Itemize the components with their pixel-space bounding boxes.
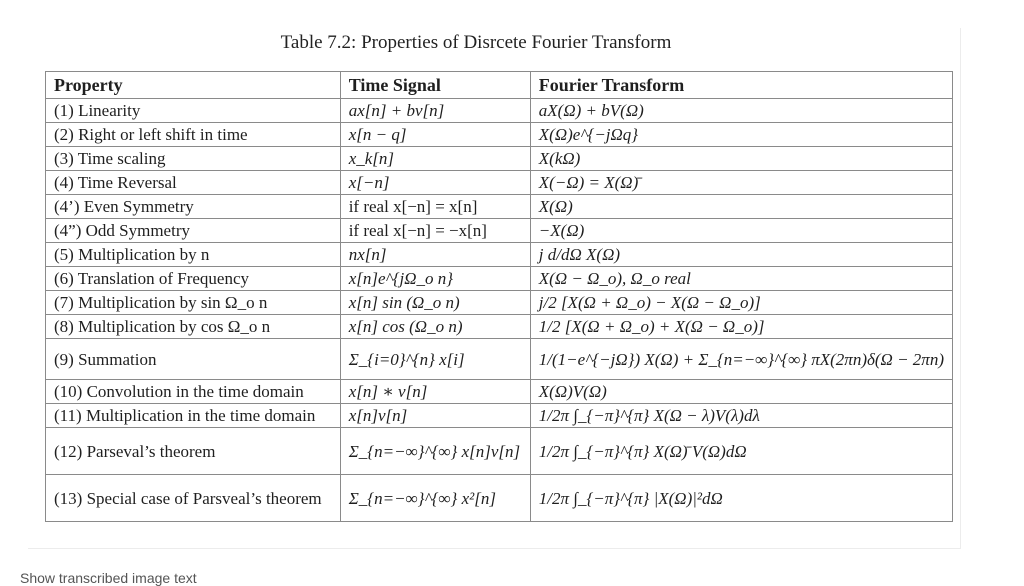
cell-property: (12) Parseval’s theorem (46, 428, 341, 475)
cell-property: (7) Multiplication by sin Ω_o n (46, 291, 341, 315)
cell-property: (11) Multiplication in the time domain (46, 404, 341, 428)
cell-property: (5) Multiplication by n (46, 243, 341, 267)
cell-property: (2) Right or left shift in time (46, 123, 341, 147)
cell-fourier-transform: X(−Ω) = X(Ω)̄ (530, 171, 952, 195)
cell-property: (6) Translation of Frequency (46, 267, 341, 291)
cell-time-signal: if real x[−n] = x[n] (340, 195, 530, 219)
table-row (46, 147, 953, 171)
show-transcribed-text-link[interactable]: Show transcribed image text (20, 570, 197, 586)
cell-fourier-transform: X(Ω) (530, 195, 952, 219)
cell-time-signal: x[n] ∗ v[n] (340, 380, 530, 404)
cell-time-signal: x[n − q] (340, 123, 530, 147)
cell-time-signal: x[n] sin (Ω_o n) (340, 291, 530, 315)
cell-fourier-transform: X(Ω)e^{−jΩq} (530, 123, 952, 147)
table-row (46, 404, 953, 428)
cell-fourier-transform: −X(Ω) (530, 219, 952, 243)
table-row (46, 315, 953, 339)
table-row (46, 380, 953, 404)
table-row (46, 428, 953, 475)
cell-fourier-transform: 1/2π ∫_{−π}^{π} X(Ω)̄ V(Ω)dΩ (530, 428, 952, 475)
table-row (46, 219, 953, 243)
cell-fourier-transform: j d/dΩ X(Ω) (530, 243, 952, 267)
cell-property: (3) Time scaling (46, 147, 341, 171)
table-row (46, 475, 953, 522)
table-row (46, 291, 953, 315)
cell-time-signal: nx[n] (340, 243, 530, 267)
table-row (46, 195, 953, 219)
cell-time-signal: ax[n] + bv[n] (340, 99, 530, 123)
header-property: Property (46, 72, 341, 99)
cell-fourier-transform: 1/(1−e^{−jΩ}) X(Ω) + Σ_{n=−∞}^{∞} πX(2πn)δ(Ω − 2πn) (530, 339, 952, 380)
cell-time-signal: x_k[n] (340, 147, 530, 171)
table-row (46, 339, 953, 380)
cell-property: (13) Special case of Parsveal’s theorem (46, 475, 341, 522)
table-header-row (46, 72, 953, 99)
cell-time-signal: Σ_{n=−∞}^{∞} x[n]v[n] (340, 428, 530, 475)
cell-fourier-transform: aX(Ω) + bV(Ω) (530, 99, 952, 123)
dft-properties-table (45, 71, 953, 522)
cell-time-signal: Σ_{i=0}^{n} x[i] (340, 339, 530, 380)
cell-time-signal: if real x[−n] = −x[n] (340, 219, 530, 243)
table-row (46, 99, 953, 123)
table-row (46, 243, 953, 267)
cell-time-signal: x[−n] (340, 171, 530, 195)
table-row (46, 171, 953, 195)
cell-property: (10) Convolution in the time domain (46, 380, 341, 404)
cell-property: (4”) Odd Symmetry (46, 219, 341, 243)
cell-property: (9) Summation (46, 339, 341, 380)
cell-fourier-transform: j/2 [X(Ω + Ω_o) − X(Ω − Ω_o)] (530, 291, 952, 315)
table-row (46, 123, 953, 147)
cell-property: (8) Multiplication by cos Ω_o n (46, 315, 341, 339)
cell-fourier-transform: 1/2 [X(Ω + Ω_o) + X(Ω − Ω_o)] (530, 315, 952, 339)
cell-property: (4) Time Reversal (46, 171, 341, 195)
header-fourier-transform: Fourier Transform (530, 72, 952, 99)
cell-time-signal: x[n]e^{jΩ_o n} (340, 267, 530, 291)
cell-fourier-transform: 1/2π ∫_{−π}^{π} |X(Ω)|²dΩ (530, 475, 952, 522)
table-caption: Table 7.2: Properties of Disrcete Fourier Transform (280, 32, 672, 53)
cell-time-signal: x[n] cos (Ω_o n) (340, 315, 530, 339)
cell-fourier-transform: 1/2π ∫_{−π}^{π} X(Ω − λ)V(λ)dλ (530, 404, 952, 428)
cell-fourier-transform: X(kΩ) (530, 147, 952, 171)
cell-time-signal: x[n]v[n] (340, 404, 530, 428)
table-row (46, 267, 953, 291)
cell-time-signal: Σ_{n=−∞}^{∞} x²[n] (340, 475, 530, 522)
cell-property: (1) Linearity (46, 99, 341, 123)
cell-fourier-transform: X(Ω − Ω_o), Ω_o real (530, 267, 952, 291)
cell-property: (4’) Even Symmetry (46, 195, 341, 219)
cell-fourier-transform: X(Ω)V(Ω) (530, 380, 952, 404)
header-time-signal: Time Signal (340, 72, 530, 99)
